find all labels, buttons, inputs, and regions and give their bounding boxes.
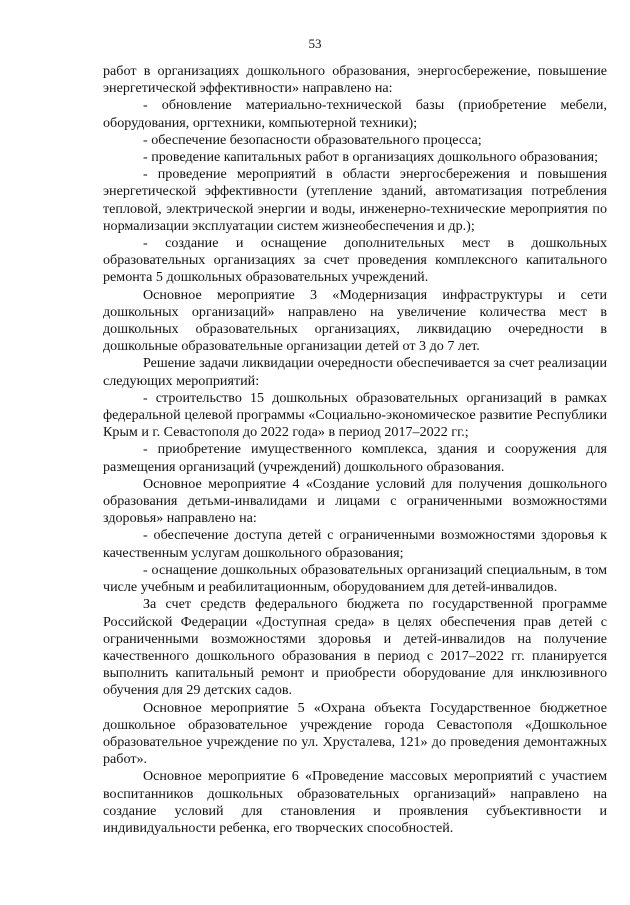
paragraph: - обновление материально-технической базы (приобретение мебели, оборудования, оргтехники, компьютерной техники); (103, 97, 607, 131)
paragraph: - строительство 15 дошкольных образовательных организаций в рамках федеральной целевой программы «Социально-экономическое развитие Республики Крым и г. Севастополя до 2022 года» в период 2017–2022 гг.; (103, 389, 607, 441)
paragraph: - проведение мероприятий в области энергосбережения и повышения энергетической эффективности (утепление зданий, автоматизация потребления тепловой, электрической энергии и воды, инженерно-технические мероприятия по нормализации эксплуатации систем жизнеобеспечения и др.); (103, 166, 607, 234)
paragraph: Основное мероприятие 4 «Создание условий для получения дошкольного образования детьми-инвалидами и лицами с ограниченными возможностями здоровья» направлено на: (103, 475, 607, 527)
paragraph: - проведение капитальных работ в организациях дошкольного образования; (143, 149, 599, 166)
paragraph: - оснащение дошкольных образовательных организаций специальным, в том числе учебным и реабилитационным, оборудованием для детей-инвалидов. (103, 561, 607, 596)
paragraph: - обеспечение безопасности образовательного процесса; (143, 131, 482, 148)
page-number: 53 (308, 36, 322, 51)
paragraph: Основное мероприятие 5 «Охрана объекта Государственное бюджетное дошкольное образовательное учреждение города Севастополя «Дошкольное образовательное учреждение по ул. Хрусталева, 121» до проведения демонтажных работ». (103, 699, 607, 768)
paragraph: За счет средств федерального бюджета по государственной программе Российской Федерации «Доступная среда» в целях обеспечения прав детей с ограниченными возможностями здоровья и детей-инвалидов на получение качественного дошкольного образования в период с 2017–2022 гг. планируется выполнить капитальный ремонт и приобрести оборудование для инклюзивного обучения для 29 детских садов. (103, 596, 607, 699)
document-body (103, 63, 607, 837)
paragraph: Основное мероприятие 6 «Проведение массовых мероприятий с участием воспитанников дошкольных образовательных организаций» направлено на создание условий для становления и проявления субъективности и индивидуальности ребенка, его творческих способностей. (103, 768, 607, 836)
paragraph: - обеспечение доступа детей с ограниченными возможностями здоровья к качественным услугам дошкольного образования; (103, 527, 607, 561)
paragraph: Решение задачи ликвидации очередности обеспечивается за счет реализации следующих мероприятий: (103, 355, 607, 389)
paragraph: работ в организациях дошкольного образования, энергосбережение, повышение энергетической эффективности» направлено на: (103, 63, 607, 97)
paragraph: Основное мероприятие 3 «Модернизация инфраструктуры и сети дошкольных организаций» направлено на увеличение количества мест в дошкольных образовательных организациях, ликвидацию очередности в дошкольные образовательные организации детей от 3 до 7 лет. (103, 286, 607, 355)
paragraph: - приобретение имущественного комплекса, здания и сооружения для размещения организаций (учреждений) дошкольного образования. (103, 441, 607, 475)
paragraph: - создание и оснащение дополнительных мест в дошкольных образовательных организациях за счет проведения комплексного капитального ремонта 5 дошкольных образовательных учреждений. (103, 235, 607, 286)
